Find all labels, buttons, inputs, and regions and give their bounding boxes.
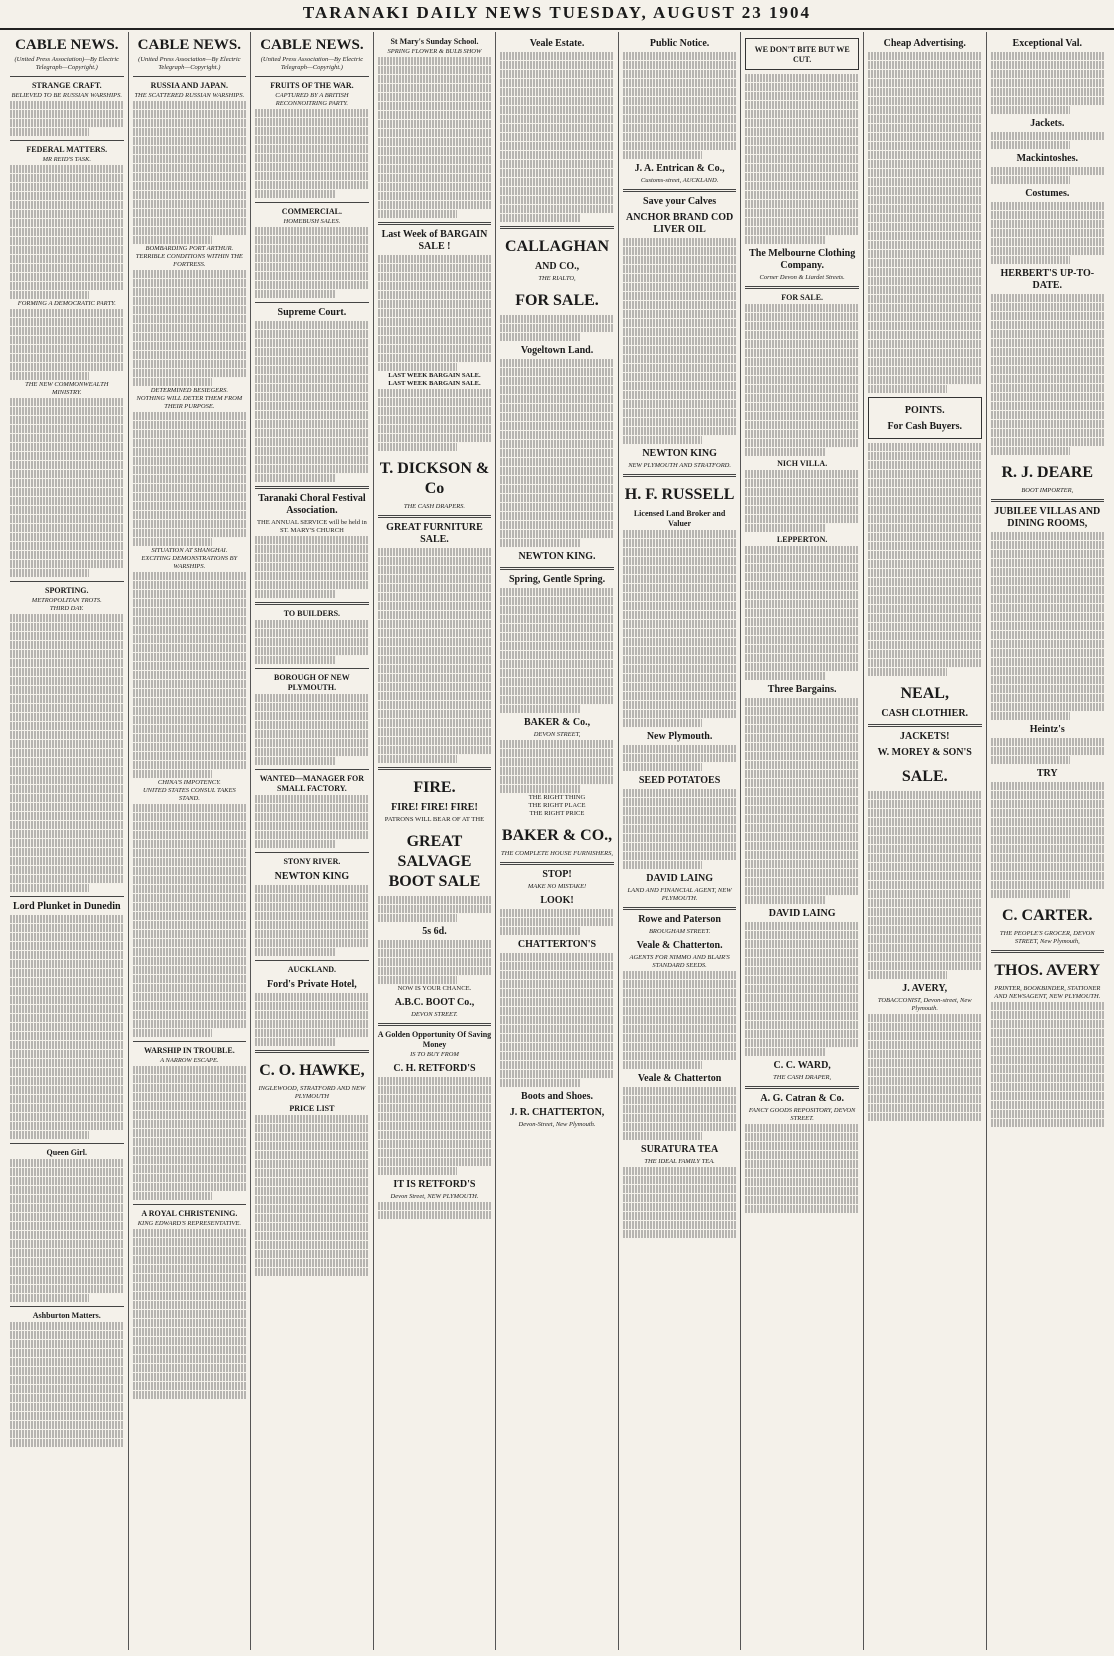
article-subheading: A NARROW ESCAPE. (160, 1057, 219, 1064)
article-heading: Lord Plunket in Dunedin (13, 901, 121, 912)
ad-text: THE ANNUAL SERVICE will be held in ST. MARY'S CHURCH (256, 519, 367, 534)
byline: (United Press Association)—By Electric Telegraph—Copyright.) (14, 56, 120, 71)
ad-text: THE RIALTO, (538, 275, 576, 282)
ad-heading: Cheap Advertising. (883, 38, 966, 49)
ad-heading: J. R. CHATTERTON, (509, 1107, 605, 1118)
ad-heading: CHATTERTON'S (517, 939, 597, 950)
byline: (United Press Association—By Electric Telegraph—Copyright.) (260, 56, 364, 71)
ad-heading: THOS. AVERY (994, 962, 1101, 979)
ad-heading: JUBILEE VILLAS AND DINING ROOMS, (994, 506, 1101, 529)
article-subheading: SITUATION AT SHANGHAI. (151, 547, 228, 554)
ad-text: THE RIGHT THING (528, 794, 586, 801)
ad-subheading: THE CASH DRAPER, (773, 1074, 832, 1081)
ad-subheading: AGENTS FOR NIMMO AND BLAIR'S STANDARD SEEDS. (629, 954, 730, 969)
ad-heading: Jackets. (1030, 118, 1065, 129)
ad-subheading: THE IDEAL FAMILY TEA. (644, 1158, 715, 1165)
article-subheading: MR REID'S TASK. (42, 156, 91, 163)
ad-subheading: Devon Street, NEW PLYMOUTH. (390, 1193, 479, 1200)
ad-heading: DAVID LAING (768, 908, 836, 919)
article-subheading: DETERMINED BESIEGERS. (150, 387, 228, 394)
article-heading: FRUITS OF THE WAR. (270, 81, 354, 90)
ad-heading: Spring, Gentle Spring. (508, 574, 606, 585)
ad-subheading: Devon-Street, New Plymouth. (518, 1121, 596, 1128)
byline: (United Press Association—By Electric Telegraph—Copyright.) (138, 56, 241, 71)
article-heading: STRANGE CRAFT. (31, 81, 102, 90)
article-heading: Ashburton Matters. (32, 1311, 101, 1320)
ad-heading: H. F. RUSSELL (624, 486, 735, 503)
ad-heading: NEAL, (900, 685, 949, 702)
ad-heading: GREAT SALVAGE BOOT SALE (388, 833, 481, 890)
ad-subheading: BOOT IMPORTER, (1021, 487, 1074, 494)
ad-heading: DAVID LAING (646, 873, 713, 884)
ad-subheading: LAND AND FINANCIAL AGENT, NEW PLYMOUTH. (627, 887, 732, 902)
ad-subheading: MAKE NO MISTAKE! (527, 883, 587, 890)
ad-heading: NEWTON KING (274, 871, 350, 882)
ad-heading: New Plymouth. (646, 731, 713, 742)
ad-subheading: DEVON STREET, (533, 731, 581, 738)
ad-text: LAST WEEK BARGAIN SALE. (388, 380, 481, 387)
column-title: CABLE NEWS. (260, 37, 364, 53)
ad-heading: A Golden Opportunity Of Saving Money (377, 1030, 492, 1049)
ad-heading: J. A. Entrican & Co., (634, 163, 725, 174)
article-subheading: TERRIBLE CONDITIONS WITHIN THE FORTRESS. (135, 253, 243, 268)
page-columns (6, 32, 1108, 1650)
ad-price: 5s 6d. (422, 926, 447, 937)
ad-heading: A.B.C. BOOT Co., (394, 997, 475, 1008)
ad-heading: STONY RIVER. (283, 857, 341, 866)
ad-heading: St Mary's Sunday School. (390, 37, 479, 46)
ad-heading: FIRE. (413, 779, 456, 796)
ad-subheading: FIRE! FIRE! FIRE! (391, 802, 478, 813)
ad-subheading: For Cash Buyers. (887, 421, 962, 432)
ad-heading: Ford's Private Hotel, (267, 979, 357, 990)
column-3 (251, 32, 374, 1650)
ad-heading: Veale & Chatterton. (636, 940, 723, 951)
ad-heading: TO BUILDERS. (283, 609, 341, 618)
article-subheading: BOMBARDING PORT ARTHUR. (145, 245, 234, 252)
ad-heading: R. J. DEARE (1001, 464, 1094, 481)
article-subheading: HOMEBUSH SALES. (283, 218, 341, 225)
ad-heading: NEWTON KING (642, 448, 717, 459)
ad-subheading: THE COMPLETE HOUSE FURNISHERS, (501, 850, 613, 857)
ad-subheading: AND CO., (534, 261, 580, 272)
article-subheading: NOTHING WILL DETER THEM FROM THEIR PURPOSE. (136, 395, 243, 410)
ad-heading: CALLAGHAN (505, 238, 610, 255)
ad-subheading: SPRING FLOWER & BULB SHOW (387, 48, 482, 55)
ad-heading: Heintz's (1029, 724, 1065, 735)
ad-heading: POINTS. (904, 405, 945, 416)
article-subheading: METROPOLITAN TROTS. (31, 597, 102, 604)
article-heading: Supreme Court. (277, 307, 347, 318)
ad-heading: C. C. WARD, (773, 1060, 831, 1071)
article-subheading: THE NEW COMMONWEALTH MINISTRY. (25, 381, 109, 396)
ad-subheading: THE PEOPLE'S GROCER, DEVON STREET, New Plymouth, (999, 930, 1095, 945)
ad-heading: STOP! (542, 869, 572, 880)
ad-heading: NEWTON KING. (518, 551, 596, 562)
article-heading: FEDERAL MATTERS. (26, 145, 108, 154)
article-heading: COMMERCIAL. (281, 207, 343, 216)
ad-subheading: THE CASH DRAPERS. (403, 503, 466, 510)
ad-heading: TRY (1036, 768, 1058, 779)
ad-heading: NICH VILLA. (777, 459, 828, 468)
column-8 (864, 32, 987, 1650)
article-heading: A ROYAL CHRISTENING. (141, 1209, 238, 1218)
ad-subheading: CASH CLOTHIER. (881, 708, 969, 719)
ad-heading: T. DICKSON & Co (379, 460, 490, 497)
ad-heading: HERBERT'S UP-TO-DATE. (1000, 268, 1095, 291)
ad-heading: Taranaki Choral Festival Association. (258, 493, 366, 516)
ad-heading: BAKER & Co., (523, 717, 591, 728)
ad-subheading: ANCHOR BRAND COD LIVER OIL (625, 212, 734, 235)
ad-heading: C. H. RETFORD'S (393, 1063, 476, 1074)
ad-subheading: NEW PLYMOUTH AND STRATFORD. (628, 462, 731, 469)
ad-heading: Save your Calves (643, 196, 717, 207)
masthead: TARANAKI DAILY NEWS TUESDAY, AUGUST 23 1904 (0, 0, 1114, 30)
ad-heading: WE DON'T BITE BUT WE CUT. (754, 45, 850, 64)
ad-heading: Last Week of BARGAIN SALE ! (381, 229, 488, 252)
article-subheading: BELIEVED TO BE RUSSIAN WARSHIPS. (11, 92, 122, 99)
ad-heading: W. MOREY & SON'S (877, 747, 972, 758)
article-heading: Queen Girl. (46, 1148, 87, 1157)
ad-subheading: Customs-street, AUCKLAND. (640, 177, 719, 184)
ad-heading: LOOK! (540, 895, 574, 906)
ad-text: INGLEWOOD, STRATFORD AND NEW PLYMOUTH (258, 1085, 366, 1100)
ad-subheading: IS TO BUY FROM (410, 1051, 459, 1058)
article-heading: WARSHIP IN TROUBLE. (143, 1046, 235, 1055)
article-subheading: THE SCATTERED RUSSIAN WARSHIPS. (134, 92, 245, 99)
ad-heading: JACKETS! (899, 731, 950, 742)
column-title: CABLE NEWS. (15, 37, 119, 53)
ad-heading: Exceptional Val. (1012, 38, 1083, 49)
article-heading: RUSSIA AND JAPAN. (150, 81, 229, 90)
ad-heading: J. AVERY, (902, 983, 948, 994)
ad-text: PATRONS WILL BEAR OF AT THE (384, 816, 485, 823)
ad-heading: Costumes. (1025, 188, 1070, 199)
article-subheading: EXCITING DEMONSTRATIONS BY WARSHIPS. (141, 555, 238, 570)
ad-heading: SEED POTATOES (638, 775, 721, 786)
ad-subheading: DEVON STREET. (411, 1011, 458, 1018)
ad-heading: A. G. Catran & Co. (760, 1093, 844, 1104)
ad-subheading: Licensed Land Broker and Valuer (633, 509, 726, 528)
ad-subheading: FANCY GOODS REPOSITORY, DEVON STREET. (748, 1107, 856, 1122)
article-subheading: THIRD DAY. (49, 605, 84, 612)
article-subheading: CHINA'S IMPOTENCY. (157, 779, 221, 786)
article-heading: SPORTING. (45, 586, 89, 595)
ad-heading: The Melbourne Clothing Company. (749, 248, 856, 271)
ad-text: THE RIGHT PRICE (529, 810, 585, 817)
ad-heading: Public Notice. (649, 38, 710, 49)
ad-heading: BOROUGH OF NEW PLYMOUTH. (274, 673, 350, 692)
ad-subheading: TOBACCONIST, Devon-street, New Plymouth. (877, 997, 972, 1012)
article-subheading: CAPTURED BY A BRITISH RECONNOITRING PARTY. (275, 92, 349, 107)
ad-heading: Three Bargains. (767, 684, 837, 695)
ad-text: LAST WEEK BARGAIN SALE. (388, 372, 481, 379)
ad-heading: Rowe and Paterson (638, 914, 721, 925)
ad-heading: WANTED—MANAGER FOR SMALL FACTORY. (259, 774, 365, 793)
ad-text: THE RIGHT PLACE (528, 802, 586, 809)
ad-heading: Vogeltown Land. (520, 345, 594, 356)
article-subheading: UNITED STATES CONSUL TAKES STAND. (142, 787, 236, 802)
ad-subheading: BROUGHAM STREET. (648, 928, 711, 935)
ad-heading: BAKER & CO., (501, 827, 613, 844)
ad-heading: Veale & Chatterton (637, 1073, 722, 1084)
ad-heading: FOR SALE. (781, 293, 824, 302)
ad-heading: SALE. (901, 768, 948, 785)
article-subheading: FORMING A DEMOCRATIC PARTY. (17, 300, 116, 307)
ad-heading: C. O. HAWKE, (259, 1062, 365, 1079)
ad-subheading: PRICE LIST (289, 1104, 335, 1113)
ad-heading: AUCKLAND. (287, 965, 337, 974)
column-2 (129, 32, 252, 1650)
ad-subheading: PRINTER, BOOKBINDER, STATIONER AND NEWSAGENT, NEW PLYMOUTH. (994, 985, 1101, 1000)
column-1 (6, 32, 129, 1650)
ad-heading: SURATURA TEA (641, 1144, 719, 1155)
column-5 (496, 32, 619, 1650)
ad-subheading: Corner Devon & Liardet Streets. (759, 274, 845, 281)
ad-heading: LEPPERTON. (776, 535, 828, 544)
ad-heading: GREAT FURNITURE SALE. (386, 522, 483, 545)
ad-heading: IT IS RETFORD'S (393, 1179, 476, 1190)
ad-heading: Veale Estate. (529, 38, 585, 49)
column-7 (741, 32, 864, 1650)
ad-heading: FOR SALE. (515, 292, 599, 309)
ad-heading: Mackintoshes. (1016, 153, 1078, 164)
article-subheading: KING EDWARD'S REPRESENTATIVE. (137, 1220, 241, 1227)
column-4 (374, 32, 497, 1650)
column-title: CABLE NEWS. (137, 37, 242, 53)
column-6 (619, 32, 742, 1650)
ad-heading: Boots and Shoes. (521, 1091, 594, 1102)
ad-text: NOW IS YOUR CHANCE. (397, 985, 472, 992)
column-9 (987, 32, 1109, 1650)
ad-heading: C. CARTER. (1002, 907, 1093, 924)
